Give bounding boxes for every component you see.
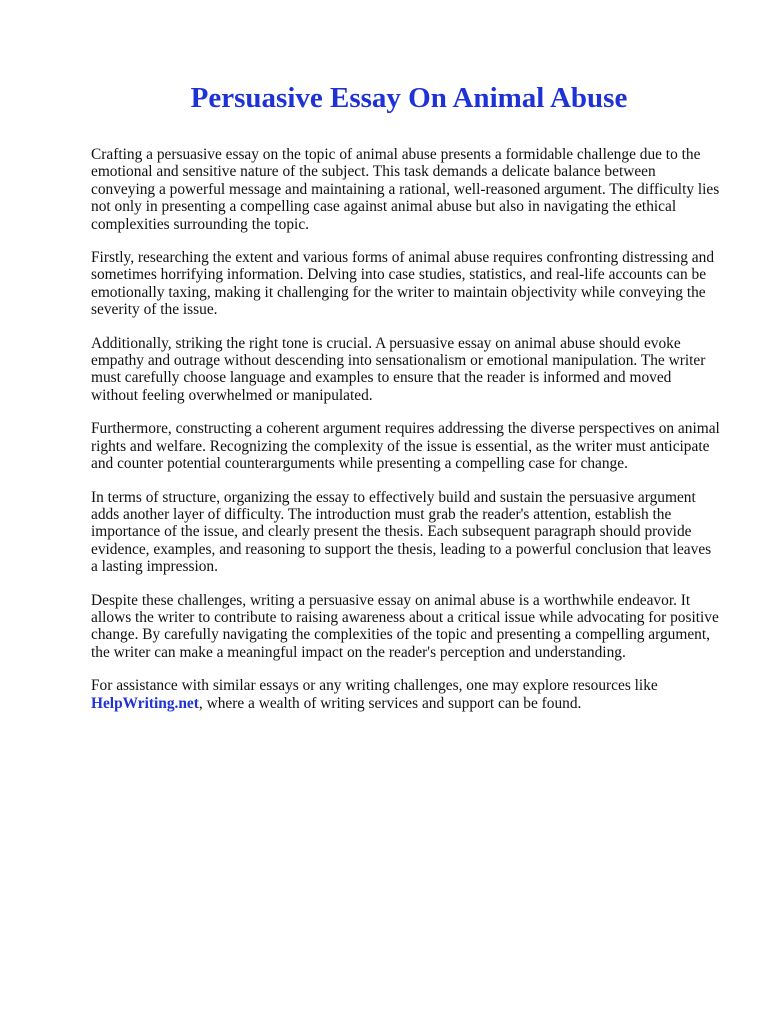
paragraph-research: Firstly, researching the extent and various forms of animal abuse requires confronting distressing and sometimes horrifying information. Delving into case studies, statistics, and real-life accounts can be emotionally taxing, making it challenging for the writer to maintain objectivity while conveying the severity of the issue.	[91, 249, 715, 319]
closing-text-after: , where a wealth of writing services and support can be found.	[198, 694, 582, 712]
paragraph-tone: Additionally, striking the right tone is crucial. A persuasive essay on animal abuse should evoke empathy and outrage without descending into sensationalism or emotional manipulation. The writer must carefully choose language and examples to ensure that the reader is informed and moved without feeling overwhelmed or manipulated.	[91, 334, 706, 404]
paragraph-argument: Furthermore, constructing a coherent argument requires addressing the diverse perspectives on animal rights and welfare. Recognizing the complexity of the issue is essential, as the writer must anticipate and counter potential counterarguments while presenting a compelling case for change.	[91, 420, 720, 473]
paragraph-closing	[91, 677, 721, 712]
helpwriting-link[interactable]: HelpWriting.net	[91, 694, 199, 712]
paragraph-structure: In terms of structure, organizing the essay to effectively build and sustain the persuasive argument adds another layer of difficulty. The introduction must grab the reader's attention, establish the importance of the issue, and clearly present the thesis. Each subsequent paragraph should provide evidence, examples, and reasoning to support the thesis, leading to a powerful conclusion that leaves a lasting impression.	[91, 488, 712, 576]
paragraph-intro: Crafting a persuasive essay on the topic of animal abuse presents a formidable challenge due to the emotional and sensitive nature of the subject. This task demands a delicate balance between conveying a powerful message and maintaining a rational, well-reasoned argument. The difficulty lies not only in presenting a compelling case against animal abuse but also in navigating the ethical complexities surrounding the topic.	[91, 146, 720, 233]
essay-body	[91, 146, 721, 728]
closing-text-before: For assistance with similar essays or any writing challenges, one may explore resources like	[91, 677, 658, 695]
paragraph-conclusion: Despite these challenges, writing a persuasive essay on animal abuse is a worthwhile endeavor. It allows the writer to contribute to raising awareness about a critical issue while advocating for positive change. By carefully navigating the complexities of the topic and presenting a compelling argument, the writer can make a meaningful impact on the reader's perception and understanding.	[91, 591, 719, 661]
page-title: Persuasive Essay On Animal Abuse	[190, 82, 628, 114]
